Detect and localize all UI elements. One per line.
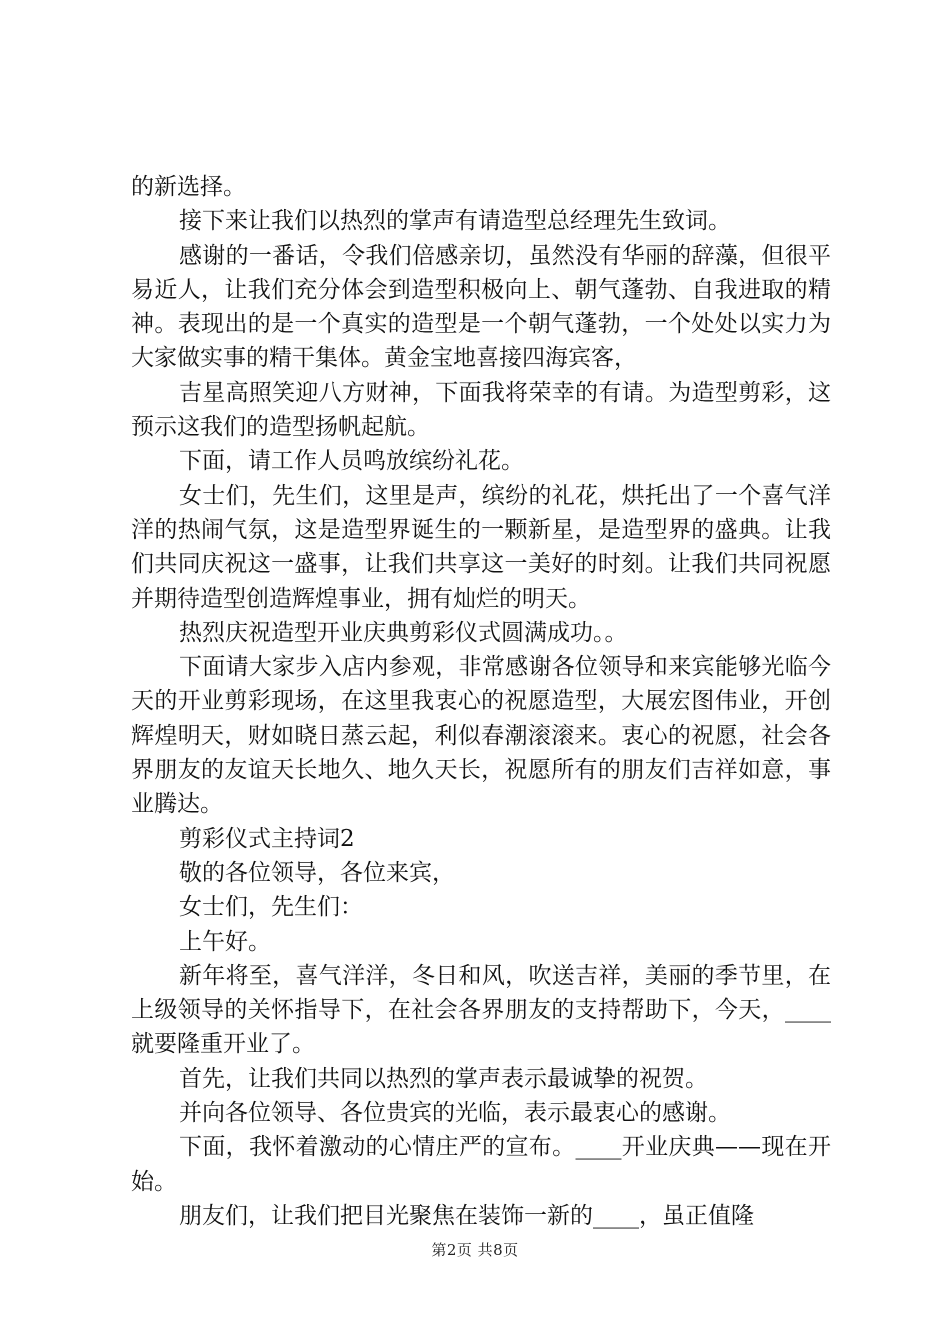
page-number-footer: 第2页 共8页 bbox=[431, 1241, 519, 1259]
paragraph: 下面，请工作人员鸣放缤纷礼花。 bbox=[179, 448, 524, 475]
paragraph: 上午好。 bbox=[179, 928, 271, 955]
paragraph: 感谢的一番话，令我们倍感亲切，虽然没有华丽的辞藻，但很平易近人，让我们充分体会到造型积极向上、朝气蓬勃、自我进取的精神。表现出的是一个真实的造型是一个朝气蓬勃，一个处处以实力为大家做实事的精干集体。黄金宝地喜接四海宾客， bbox=[131, 242, 831, 372]
document-body bbox=[131, 170, 831, 1233]
paragraph: 下面请大家步入店内参观，非常感谢各位领导和来宾能够光临今天的开业剪彩现场，在这里我衷心的祝愿造型，大展宏图伟业，开创辉煌明天，财如晓日蒸云起，利似春潮滚滚来。衷心的祝愿，社会各界朋友的友谊天长地久、地久天长，祝愿所有的朋友们吉祥如意，事业腾达。 bbox=[131, 654, 831, 818]
paragraph: 首先，让我们共同以热烈的掌声表示最诚挚的祝贺。 bbox=[179, 1065, 708, 1092]
paragraph: 吉星高照笑迎八方财神，下面我将荣幸的有请。为造型剪彩，这预示这我们的造型扬帆起航。 bbox=[131, 379, 831, 441]
paragraph: 女士们，先生们，这里是声，缤纷的礼花，烘托出了一个喜气洋洋的热闹气氛，这是造型界诞生的一颗新星，是造型界的盛典。让我们共同庆祝这一盛事，让我们共享这一美好的时刻。让我们共同祝愿并期待造型创造辉煌事业，拥有灿烂的明天。 bbox=[131, 482, 831, 612]
paragraph: 敬的各位领导，各位来宾， bbox=[179, 859, 455, 886]
paragraph: 下面，我怀着激动的心情庄严的宣布。____开业庆典——现在开始。 bbox=[131, 1134, 831, 1195]
paragraph: 女士们，先生们： bbox=[179, 894, 363, 921]
paragraph: 热烈庆祝造型开业庆典剪彩仪式圆满成功。。 bbox=[179, 619, 628, 646]
paragraph: 接下来让我们以热烈的掌声有请造型总经理先生致词。 bbox=[179, 208, 731, 235]
paragraph: 的新选择。 bbox=[131, 174, 246, 200]
paragraph: 新年将至，喜气洋洋，冬日和风，吹送吉祥，美丽的季节里，在上级领导的关怀指导下，在社会各界朋友的支持帮助下，今天，____就要隆重开业了。 bbox=[131, 962, 831, 1058]
paragraph: 朋友们，让我们把目光聚焦在装饰一新的____，虽正值隆 bbox=[179, 1202, 754, 1229]
section-heading: 剪彩仪式主持词2 bbox=[179, 825, 355, 852]
paragraph: 并向各位领导、各位贵宾的光临，表示最衷心的感谢。 bbox=[179, 1100, 731, 1127]
